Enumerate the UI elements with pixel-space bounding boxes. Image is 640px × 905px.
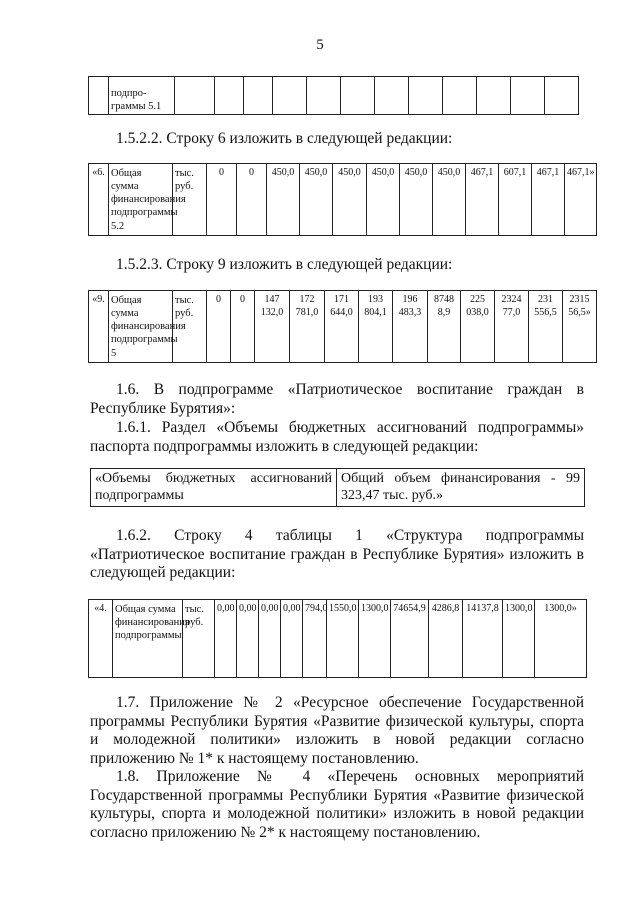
table-row6	[88, 163, 597, 236]
value-cell: 450,0	[367, 164, 400, 236]
value-cell: 0,00	[259, 600, 281, 678]
value-cell: 607,1	[499, 164, 532, 236]
value-cell: 0	[231, 291, 255, 363]
paragraph-text: 1.6. В подпрограмме «Патриотическое воспитание граждан в Республике Бурятия»:	[90, 381, 584, 417]
heading-row9: 1.5.2.3. Строку 9 изложить в следующей редакции:	[116, 256, 453, 273]
table-row9	[88, 290, 597, 363]
value-cell: 450,0	[300, 164, 333, 236]
value-cell: 467,1»	[565, 164, 597, 236]
value-cell: 1300,0	[359, 600, 391, 678]
box-left-cell: «Объемы бюджетных ассигнований подпрограммы	[91, 469, 337, 507]
value-cell: 0	[207, 291, 231, 363]
row-number: «6.	[89, 164, 109, 236]
row-name: Общая сумма финансирования подпрограммы 5.2	[109, 164, 173, 236]
box-right-cell: Общий объем финансирования - 99 323,47 тыс. руб.»	[337, 469, 585, 507]
value-cell: 0	[207, 164, 237, 236]
value-cell: 794,0	[303, 600, 327, 678]
value-cell: 225 038,0	[461, 291, 495, 363]
value-cell: 14137,8	[463, 600, 503, 678]
table-budget-box	[90, 468, 585, 507]
row-unit: тыс. руб.	[173, 164, 207, 236]
row-name: подпро-граммы 5.1	[109, 77, 175, 115]
value-cell: 450,0	[433, 164, 466, 236]
value-cell: 0,00	[281, 600, 303, 678]
heading-row6: 1.5.2.2. Строку 6 изложить в следующей редакции:	[116, 130, 453, 147]
cell-empty	[477, 77, 511, 115]
row-number: «4.	[89, 600, 113, 678]
paragraph-1-6-2	[90, 527, 584, 583]
value-cell: 231 556,5	[529, 291, 563, 363]
paragraph-1-7	[90, 694, 584, 768]
cell-empty	[443, 77, 477, 115]
row-unit: тыс. руб.	[183, 600, 215, 678]
table-row4	[88, 599, 587, 678]
value-cell: 171 644,0	[325, 291, 359, 363]
cell-empty	[409, 77, 443, 115]
value-cell: 74654,9	[391, 600, 429, 678]
value-cell: 8748 8,9	[428, 291, 461, 363]
value-cell: 1300,0»	[535, 600, 587, 678]
value-cell: 467,1	[466, 164, 499, 236]
cell-empty	[545, 77, 579, 115]
value-cell: 196 483,3	[393, 291, 428, 363]
cell-empty	[375, 77, 409, 115]
value-cell: 1550,0	[327, 600, 359, 678]
paragraph-1-6	[90, 381, 584, 418]
cell-empty	[341, 77, 375, 115]
cell-empty	[215, 77, 244, 115]
value-cell: 4286,8	[429, 600, 463, 678]
value-cell: 2324 77,0	[495, 291, 529, 363]
cell-empty	[244, 77, 273, 115]
paragraph-text: 1.7. Приложение № 2 «Ресурсное обеспечение Государственной программы Республики Бурятия «Развитие физической культуры, спорта и молодежной политики» изложить в новой редакции согласно приложению № 1* к настоящему постановлению.	[90, 694, 584, 767]
cell-empty	[175, 77, 215, 115]
value-cell: 193 804,1	[359, 291, 393, 363]
value-cell: 0,00	[237, 600, 259, 678]
value-cell: 1300,0	[503, 600, 535, 678]
value-cell: 450,0	[400, 164, 433, 236]
value-cell: 450,0	[267, 164, 300, 236]
row-number: «9.	[89, 291, 109, 363]
cell-empty	[307, 77, 341, 115]
value-cell: 172 781,0	[290, 291, 325, 363]
value-cell: 450,0	[333, 164, 367, 236]
value-cell: 0,00	[215, 600, 237, 678]
value-cell: 467,1	[532, 164, 565, 236]
cell-empty	[89, 77, 109, 115]
cell-empty	[511, 77, 545, 115]
table-continuation	[88, 76, 579, 115]
paragraph-1-8	[90, 768, 584, 842]
row-name: Общая сумма финансирования подпрограммы 5	[109, 291, 173, 363]
paragraph-text: 1.6.2. Строку 4 таблицы 1 «Структура подпрограммы «Патриотическое воспитание граждан в Республике Бурятия» изложить в следующей редакции:	[90, 527, 584, 581]
paragraph-text: 1.8. Приложение № 4 «Перечень основных мероприятий Государственной программы Республики Бурятия «Развитие физической культуры, спорта и молодежной политики» изложить в новой редакции согласно приложению № 2* к настоящему постановлению.	[90, 768, 584, 841]
row-unit: тыс. руб.	[173, 291, 207, 363]
paragraph-text: 1.6.1. Раздел «Объемы бюджетных ассигнований подпрограммы» паспорта подпрограммы изложить в следующей редакции:	[90, 419, 584, 455]
value-cell: 147 132,0	[255, 291, 290, 363]
paragraph-1-6-1	[90, 419, 584, 456]
value-cell: 0	[237, 164, 267, 236]
row-name: Общая сумма финансирования подпрограммы	[113, 600, 183, 678]
value-cell: 2315 56,5»	[563, 291, 597, 363]
cell-empty	[273, 77, 307, 115]
page-number: 5	[316, 37, 324, 53]
